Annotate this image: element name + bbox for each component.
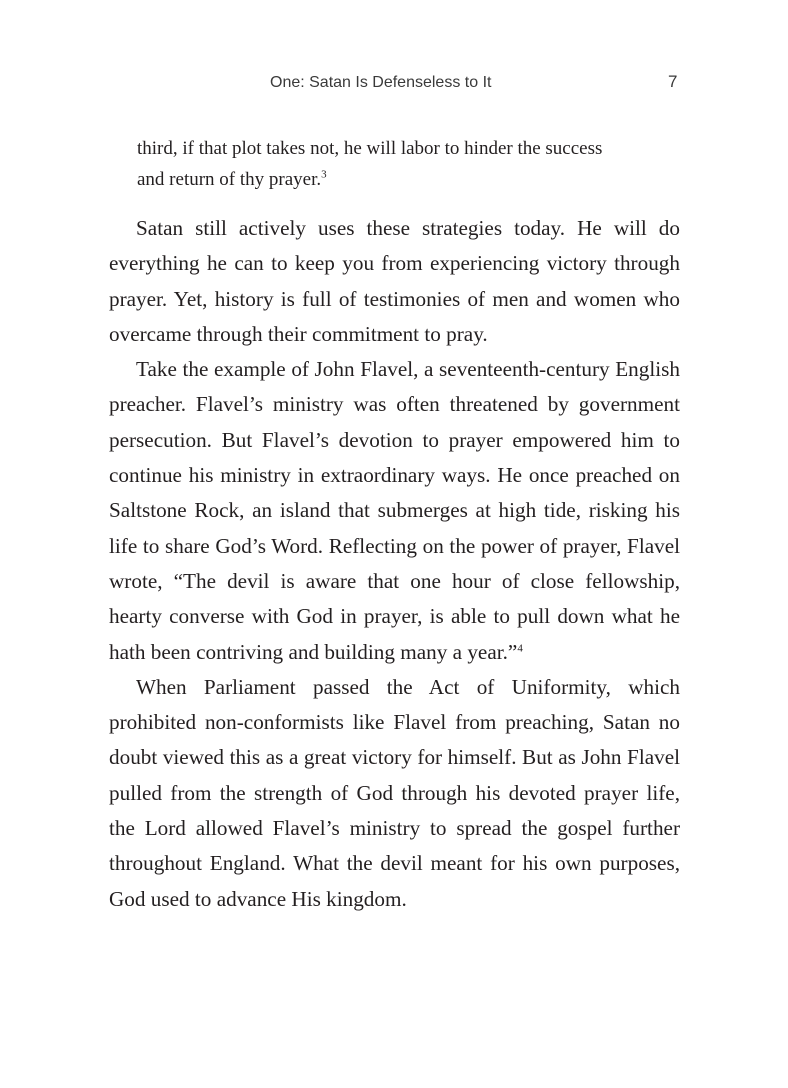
footnote-reference-4: 4 [517, 641, 523, 654]
block-quote-line-2 [137, 164, 680, 195]
block-quote [137, 133, 680, 195]
paragraph-1: Satan still actively uses these strategies today. He will do everything he can to keep you from experiencing victory through prayer. Yet, history is full of testimonies of men and women who overcame through their commitment to pray. [109, 216, 680, 346]
paragraph-3: When Parliament passed the Act of Uniformity, which prohibited non-conformists like Flavel from preaching, Satan no doubt viewed this as a great victory for himself. But as John Flavel pulled from the strength of God through his devoted prayer life, the Lord allowed Flavel’s ministry to spread the gospel further throughout England. What the devil meant for his own purposes, God used to advance His kingdom. [109, 674, 680, 911]
block-quote-line-1: third, if that plot takes not, he will labor to hinder the success [137, 138, 603, 159]
block-quote-line-2-text: and return of thy prayer. [137, 169, 322, 190]
paragraph-2-text: Take the example of John Flavel, a seventeenth-century English preacher. Flavel’s ministry was often threatened by government persecution. But Flavel’s devotion to prayer empowered him to continue his ministry in extraordinary ways. He once preached on Saltstone Rock, an island that submerges at high tide, risking his life to share God’s Word. Reflecting on the power of prayer, Flavel wrote, “The devil is aware that one hour of close fellowship, hearty converse with God in prayer, is able to pull down what he hath been contriving and building many a year.” [109, 357, 680, 664]
running-header [0, 74, 788, 94]
paragraph-2 [109, 352, 680, 670]
page-number: 7 [668, 72, 678, 91]
body-text [109, 133, 680, 917]
running-title: One: Satan Is Defenseless to It [270, 74, 492, 91]
footnote-reference-3: 3 [321, 168, 327, 181]
